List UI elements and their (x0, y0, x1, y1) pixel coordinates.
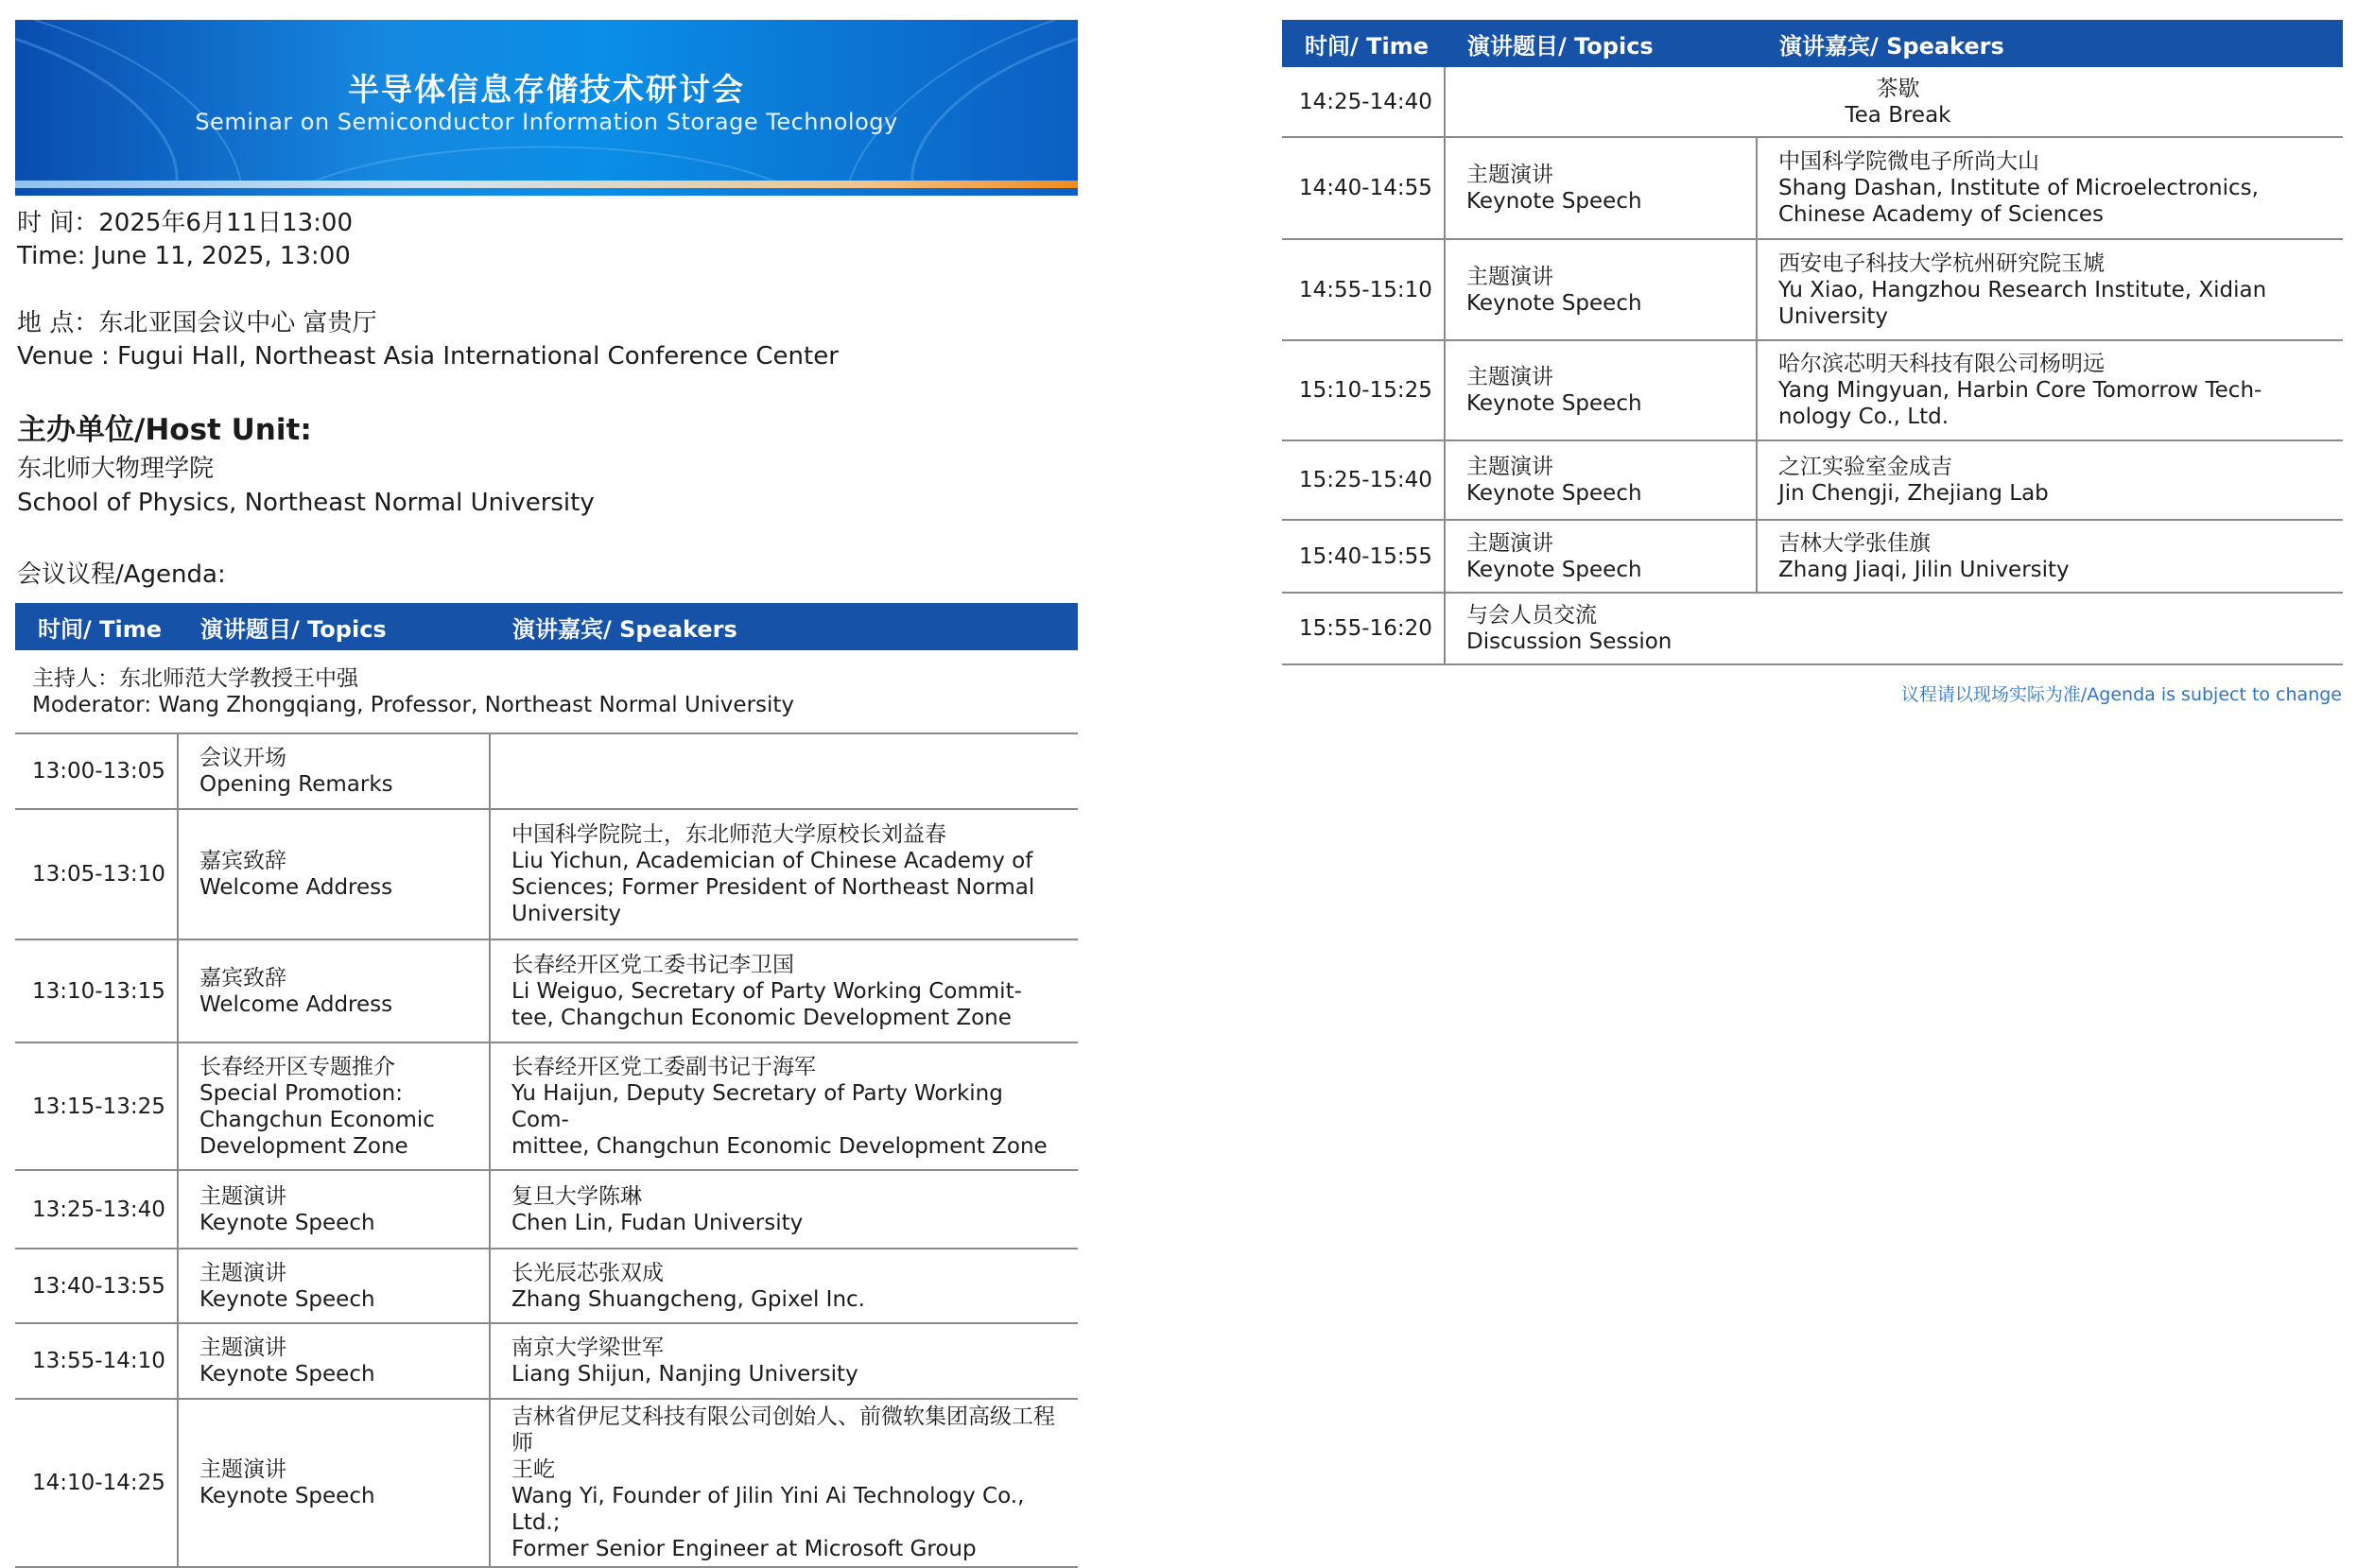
topic-line: Welcome Address (199, 991, 393, 1017)
speaker-line: Liang Shijun, Nanjing University (511, 1362, 858, 1387)
topic-line: 嘉宾致辞 (199, 965, 286, 991)
topic-line: 主题演讲 (1466, 264, 1553, 289)
speaker-line: 长光辰芯张双成 (511, 1260, 664, 1285)
speaker-cell (490, 1399, 1078, 1567)
discussion-line: Discussion Session (1466, 629, 1672, 654)
agenda-row (15, 733, 1078, 809)
topic-line: Development Zone (199, 1133, 408, 1159)
header-topics: 演讲题目/ Topics (178, 603, 490, 650)
speaker-line: Sciences; Former President of Northeast Normal (511, 875, 1035, 900)
topic-line: 主题演讲 (1466, 163, 1553, 187)
agenda-change-note: 议程请以现场实际为准/Agenda is subject to change (1900, 684, 2342, 705)
topic-line: 主题演讲 (1466, 455, 1553, 479)
agenda-row (1282, 340, 2343, 440)
time-cn: 时 间：2025年6月11日13:00 (17, 209, 353, 237)
header-time: 时间/ Time (1282, 20, 1445, 67)
header-topics: 演讲题目/ Topics (1445, 20, 1757, 67)
topic-cell (178, 1249, 490, 1323)
tea-break-row (1282, 67, 2343, 137)
topic-line: Keynote Speech (1466, 557, 1642, 582)
topic-line: Keynote Speech (199, 1286, 375, 1312)
agenda-table-left (15, 603, 1078, 1568)
speaker-line: 长春经开区党工委副书记于海军 (511, 1054, 816, 1079)
moderator-en: Moderator: Wang Zhongqiang, Professor, Northeast Normal University (32, 692, 795, 717)
speaker-cell (490, 809, 1078, 939)
speaker-line: 之江实验室金成吉 (1778, 455, 1952, 479)
discussion-row (1282, 593, 2343, 664)
time-cell: 13:10-13:15 (15, 939, 178, 1042)
speaker-line: Zhang Shuangcheng, Gpixel Inc. (511, 1286, 865, 1312)
topic-line: Keynote Speech (1466, 391, 1642, 416)
topic-line: Keynote Speech (199, 1210, 375, 1235)
time-cell: 14:40-14:55 (1282, 137, 1445, 239)
host-heading: 主办单位/Host Unit: (17, 413, 312, 447)
speaker-line: Yu Xiao, Hangzhou Research Institute, Xidian (1778, 277, 2267, 302)
topic-line: 嘉宾致辞 (199, 849, 286, 873)
time-cell: 14:55-15:10 (1282, 239, 1445, 340)
host-en: School of Physics, Northeast Normal University (17, 489, 595, 517)
speaker-cell (490, 939, 1078, 1042)
time-cell: 15:55-16:20 (1282, 593, 1445, 664)
time-cell: 15:10-15:25 (1282, 340, 1445, 440)
time-cell: 13:55-14:10 (15, 1323, 178, 1399)
header-speakers: 演讲嘉宾/ Speakers (490, 603, 1078, 650)
moderator-row (15, 650, 1078, 733)
agenda-row (15, 809, 1078, 939)
topic-cell (178, 939, 490, 1042)
topic-cell (1445, 440, 1757, 520)
speaker-line: Wang Yi, Founder of Jilin Yini Ai Technology Co., Ltd.; (511, 1484, 1025, 1535)
table-header-row (15, 603, 1078, 650)
topic-line: Keynote Speech (1466, 290, 1642, 316)
venue-en: Venue : Fugui Hall, Northeast Asia International Conference Center (17, 342, 839, 370)
host-cn: 东北师大物理学院 (17, 455, 215, 483)
time-cell: 13:05-13:10 (15, 809, 178, 939)
speaker-cell (490, 733, 1078, 809)
header-speakers: 演讲嘉宾/ Speakers (1757, 20, 2343, 67)
speaker-line: Li Weiguo, Secretary of Party Working Commit- (511, 978, 1022, 1004)
topic-cell (178, 809, 490, 939)
topic-line: 主题演讲 (1466, 530, 1553, 556)
speaker-line: Shang Dashan, Institute of Microelectronics, (1778, 176, 2259, 200)
speaker-cell (1757, 239, 2343, 340)
speaker-line: 吉林大学张佳旗 (1778, 530, 1931, 556)
agenda-row (1282, 520, 2343, 593)
seminar-title-en: Seminar on Semiconductor Information Storage Technology (195, 109, 898, 135)
tea-break-cn: 茶歇 (1876, 76, 1920, 101)
topic-line: 主题演讲 (199, 1183, 286, 1209)
speaker-line: Yang Mingyuan, Harbin Core Tomorrow Tech- (1778, 378, 2262, 403)
topic-cell (178, 733, 490, 809)
speaker-cell (490, 1249, 1078, 1323)
time-cell: 13:25-13:40 (15, 1170, 178, 1249)
speaker-cell (1757, 340, 2343, 440)
topic-cell (178, 1170, 490, 1249)
topic-line: Welcome Address (199, 875, 393, 900)
speaker-line: 哈尔滨芯明天科技有限公司杨明远 (1778, 352, 2105, 376)
topic-cell (178, 1399, 490, 1567)
topic-line: Keynote Speech (199, 1362, 375, 1387)
topic-cell (1445, 239, 1757, 340)
speaker-line: Chen Lin, Fudan University (511, 1210, 804, 1235)
agenda-table-right (1282, 20, 2343, 665)
speaker-line: 复旦大学陈琳 (511, 1183, 642, 1209)
banner-accent-bar (15, 181, 1078, 188)
agenda-label: 会议议程/Agenda: (17, 560, 226, 589)
speaker-line: Yu Haijun, Deputy Secretary of Party Working Com- (511, 1080, 1003, 1132)
agenda-row (15, 1323, 1078, 1399)
topic-cell (178, 1042, 490, 1170)
topic-line: Keynote Speech (1466, 481, 1642, 506)
speaker-line: 吉林省伊尼艾科技有限公司创始人、前微软集团高级工程师 (511, 1404, 1055, 1456)
speaker-line: Chinese Academy of Sciences (1778, 202, 2104, 227)
topic-line: Changchun Economic (199, 1107, 435, 1132)
time-cell: 15:25-15:40 (1282, 440, 1445, 520)
time-cell: 15:40-15:55 (1282, 520, 1445, 593)
agenda-row (1282, 440, 2343, 520)
topic-cell (1445, 520, 1757, 593)
topic-line: Opening Remarks (199, 772, 393, 797)
speaker-line: mittee, Changchun Economic Development Zone (511, 1133, 1048, 1159)
topic-line: Keynote Speech (199, 1484, 375, 1508)
speaker-line: 西安电子科技大学杭州研究院玉虓 (1778, 250, 2105, 276)
speaker-line: 南京大学梁世军 (511, 1335, 664, 1360)
moderator-cn: 主持人：东北师范大学教授王中强 (32, 665, 358, 691)
discussion-line: 与会人员交流 (1466, 603, 1597, 628)
speaker-line: University (1778, 303, 1889, 329)
agenda-row (15, 1042, 1078, 1170)
speaker-line: University (511, 902, 622, 926)
topic-line: 主题演讲 (199, 1260, 286, 1285)
speaker-line: 中国科学院院士，东北师范大学原校长刘益春 (511, 822, 946, 847)
topic-cell (1445, 137, 1757, 239)
speaker-cell (1757, 137, 2343, 239)
topic-line: 会议开场 (199, 746, 286, 770)
time-cell: 13:00-13:05 (15, 733, 178, 809)
tea-break-en: Tea Break (1845, 102, 1951, 128)
header-banner (15, 20, 1078, 196)
speaker-cell (490, 1170, 1078, 1249)
topic-line: Keynote Speech (1466, 189, 1642, 214)
speaker-line: Zhang Jiaqi, Jilin University (1778, 557, 2070, 582)
topic-line: 主题演讲 (199, 1457, 286, 1482)
time-cell: 13:15-13:25 (15, 1042, 178, 1170)
speaker-cell (490, 1042, 1078, 1170)
time-cell: 14:25-14:40 (1282, 67, 1445, 137)
topic-line: 主题演讲 (1466, 365, 1553, 389)
agenda-row (1282, 239, 2343, 340)
speaker-line: nology Co., Ltd. (1778, 405, 1950, 429)
table-header-row (1282, 20, 2343, 67)
header-time: 时间/ Time (15, 603, 178, 650)
speaker-cell (1757, 440, 2343, 520)
topic-cell (178, 1323, 490, 1399)
speaker-cell (490, 1323, 1078, 1399)
time-cell: 13:40-13:55 (15, 1249, 178, 1323)
time-cell: 14:10-14:25 (15, 1399, 178, 1567)
agenda-row (15, 939, 1078, 1042)
topic-line: 长春经开区专题推介 (199, 1054, 395, 1079)
topic-line: 主题演讲 (199, 1335, 286, 1360)
agenda-row (15, 1399, 1078, 1567)
venue-cn: 地 点：东北亚国会议中心 富贵厅 (17, 309, 377, 337)
speaker-line: Former Senior Engineer at Microsoft Group (511, 1537, 977, 1561)
topic-line: Special Promotion: (199, 1080, 403, 1106)
discussion-cell (1445, 593, 2343, 664)
agenda-row (15, 1249, 1078, 1323)
speaker-line: 中国科学院微电子所尚大山 (1778, 149, 2039, 174)
agenda-row (15, 1170, 1078, 1249)
speaker-cell (1757, 520, 2343, 593)
speaker-line: tee, Changchun Economic Development Zone (511, 1005, 1012, 1030)
speaker-line: 王屹 (511, 1457, 555, 1482)
agenda-row (1282, 137, 2343, 239)
speaker-line: Jin Chengji, Zhejiang Lab (1778, 481, 2049, 506)
topic-cell (1445, 340, 1757, 440)
speaker-line: 长春经开区党工委书记李卫国 (511, 952, 794, 977)
speaker-line: Liu Yichun, Academician of Chinese Academy of (511, 849, 1033, 873)
time-en: Time: June 11, 2025, 13:00 (17, 242, 351, 270)
seminar-title-cn: 半导体信息存储技术研讨会 (348, 71, 745, 108)
